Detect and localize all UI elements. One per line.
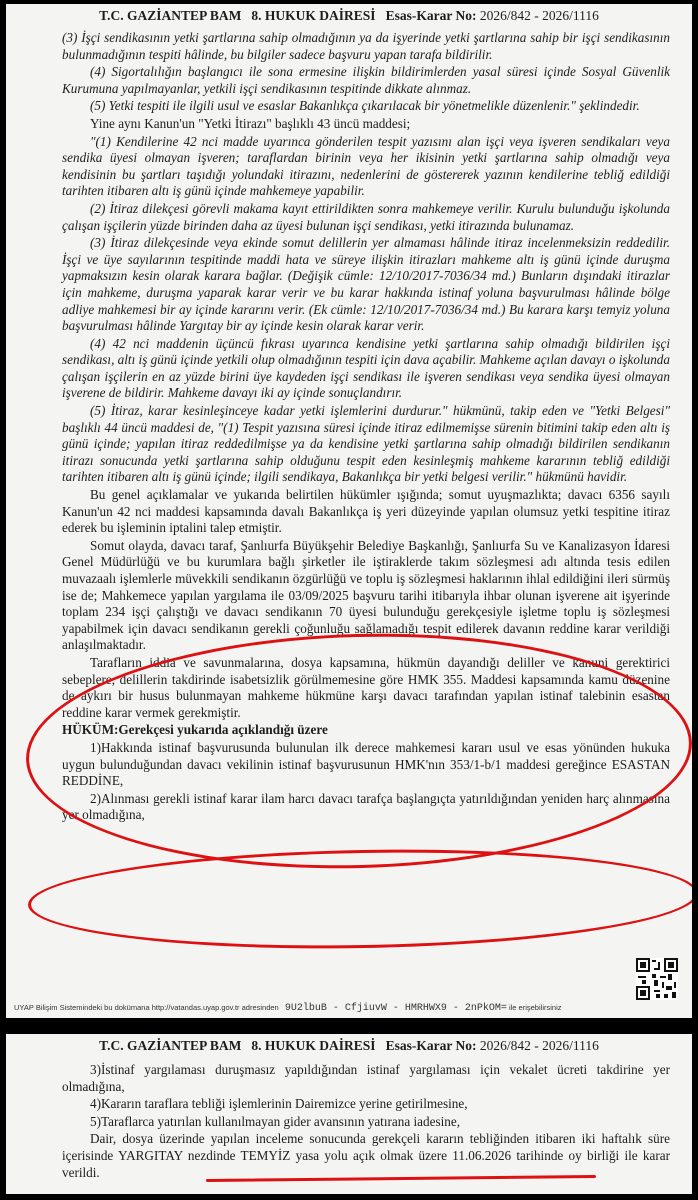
page1-paragraph: 1)Hakkında istinaf başvurusunda bulunulan ilk derece mahkemesi kararı usul ve esas yönünden hukuka uygun bulunduğundan davacı vekilinin istinaf başvurusunun HMK'nın 353/1-b/1 maddesi gereğince ESASTAN REDDİNE, <box>62 739 670 789</box>
page1-paragraph: 2)Alınması gerekli istinaf karar ilam harcı davacı tarafça başlangıçta yatırıldığından yeniden harç alınmasına yer olmadığına, <box>62 790 670 823</box>
page-2-body <box>62 1062 670 1182</box>
page1-paragraph: Somut olayda, davacı taraf, Şanlıurfa Büyükşehir Belediye Başkanlığı, Şanlıurfa Su ve Kanalizasyon İdaresi Genel Müdürlüğü ve bu kurumlara bağlı şirketler ile iştiraklerde takım sözleşmesi adı altında tesis edilen muvazaalı işlemlerle müvekkili sendikanın özgürlüğü ve toplu iş sözleşmesi haklarının ihlal edildiğini ileri sürmüş ise de; Mahkemece yapılan yargılama ile 03/09/2025 başvuru tarihi itibarıyla ihbar olunan işverene ait işyerinde toplam 234 işçi çalıştığı ve davacı sendikanın 70 üyesi bulunduğu gerekçesiyle işletme toplu iş sözleşmesi yapabilmek için davacı sendikanın gerekli çoğunluğu sağlamadığı tespit edilerek davanın reddine karar verildiği anlaşılmaktadır. <box>62 537 670 653</box>
page1-paragraph: (4) Sigortalılığın başlangıcı ile sona ermesine ilişkin bildirimlerden yasal süresi içinde Sosyal Güvenlik Kurumuna yapılmayanlar, yetkili işçi sendikasının tespitinde dikkate alınmaz. <box>62 64 670 96</box>
page-header <box>6 8 692 30</box>
page-1-body <box>62 30 670 825</box>
page1-paragraph: Tarafların iddia ve savunmalarına, dosya kapsamına, hükmün dayandığı deliller ve kanuni gerektirici sebeplere, delillerin takdirinde isabetsizlik görülmemesine göre HMK 355. Maddesi kapsamında kamu düzenine de aykırı bir husus bulunmayan mahkeme hükmüne karşı davacı tarafından yapılan istinaf talebinin esastan reddine karar vermek gerekmiştir. <box>62 654 670 720</box>
page2-paragraph: 5)Taraflarca yatırılan kullanılmayan gider avansının yatırana iadesine, <box>90 1113 460 1129</box>
court-name: T.C. GAZİANTEP BAM <box>99 8 242 23</box>
page1-paragraph: (3) İtiraz dilekçesinde veya ekinde somut delillerin yer almaması hâlinde itiraz incelenmeksizin reddedilir. İşçi ve üye sayılarının tespitinde maddi hata ve süreye ilişkin itirazları mahkeme altı iş günü içinde duruşma yapmaksızın kesin olarak karara bağlar. (Değişik cümle: 12/10/2017-7036/34 md.) Bunların dışındaki itirazlar için mahkeme, duruşma yaparak karar verir ve bu karar hakkında istinaf yoluna başvurulması hâlinde bölge adliye mahkemesi bir ay içinde kararını verir. (Ek cümle: 12/10/2017-7036/34 md.) Bu karara karşı temyiz yoluna başvurulması hâlinde Yargıtay bir ay içinde kesin olarak karar verir. <box>62 235 670 334</box>
page1-paragraph: Bu genel açıklamalar ve yukarıda belirtilen hükümler ışığında; somut uyuşmazlıkta; davacı 6356 sayılı Kanun'un 42 nci maddesi kapsamında davalı Bakanlıkça iş yeri düzeyinde yapılan olumsuz yetki tespitine itiraz ederek bu işleminin iptalini talep etmiştir. <box>62 487 670 536</box>
esas-label: Esas-Karar No: <box>385 8 477 23</box>
court-name: T.C. GAZİANTEP BAM <box>99 1038 242 1053</box>
page1-paragraph: HÜKÜM:Gerekçesi yukarıda açıklandığı üzere <box>62 722 328 738</box>
page1-paragraph: (2) İtiraz dilekçesi görevli makama kayıt ettirildikten sonra mahkemeye verilir. Kurulu bulunduğu işkolunda çalışan işçilerin yüzde birinden daha az üyesi bulunan işçi sendikası, yetki itirazında bulunamaz. <box>62 200 670 233</box>
page-header <box>6 1038 692 1060</box>
page1-paragraph: (5) Yetki tespiti ile ilgili usul ve esaslar Bakanlıkça çıkarılacak bir yönetmelikle düzenlenir." şeklindedir. <box>90 98 640 114</box>
chamber-name: 8. HUKUK DAİRESİ <box>251 8 376 23</box>
document-page-1 <box>6 4 692 1018</box>
page2-paragraph: 4)Kararın taraflara tebliği işlemlerinin Dairemizce yerine getirilmesine, <box>90 1096 468 1112</box>
footer-text: UYAP Bilişim Sistemindeki bu dokümana http://vatandas.uyap.gov.tr adresinden <box>14 1003 279 1012</box>
document-page-2 <box>6 1034 692 1194</box>
chamber-name: 8. HUKUK DAİRESİ <box>251 1038 376 1053</box>
page1-paragraph: (4) 42 nci maddenin üçüncü fıkrası uyarınca kendisine yetki şartlarına sahip olmadığı bildirilen işçi sendikası, altı iş günü içinde yetkili olup olmadığının tespiti için dava açabilir. Mahkeme açılan davayı o işkolunda çalışan işçilerin en az yüzde birini üye kaydeden işçi sendikası ile işveren sendikası veya sendika üyesi olmayan işverene de bildirir. Mahkeme davayı iki ay içinde sonuçlandırır. <box>62 335 670 401</box>
page1-paragraph: (5) İtiraz, karar kesinleşinceye kadar yetki işlemlerini durdurur." hükmünü, takip eden ve "Yetki Belgesi" başlıklı 44 üncü maddesi de, "(1) Tespit yazısına süresi içinde itiraz edilmemişse sürenin bitimini takip eden altı iş günü içinde; yapılan itiraz reddedilmişse ya da kendisine yetki şartlarına sahip olmadığı bildirilen sendikanın itirazı sonucunda yetki şartlarına sahip olduğunu tespit eden kesinleşmiş mahkeme kararının tebliğ edildiği tarihten itibaren altı iş günü içinde; ilgili sendikaya, Bakanlıkça bir yetki belgesi verilir." hükmünü havidir. <box>62 403 670 485</box>
footer-verification-code: 9U2lbuB - CfjiuvW - HMRHWX9 - 2nPkOM= <box>284 1003 507 1014</box>
uyap-footer <box>14 1003 622 1014</box>
esas-number: 2026/842 - 2026/1116 <box>479 8 599 23</box>
qr-code-icon <box>636 958 678 1000</box>
page1-paragraph: Yine aynı Kanun'un "Yetki İtirazı" başlıklı 43 üncü maddesi; <box>90 115 411 131</box>
page1-paragraph: (3) İşçi sendikasının yetki şartlarına sahip olmadığının ya da işyerinde yetki şartlarına sahip bir işçi sendikasının bulunmadığının tespiti hâlinde, bu bilgiler sadece başvuru yapan tarafa bildirilir. <box>62 30 670 62</box>
page1-paragraph: "(1) Kendilerine 42 nci madde uyarınca gönderilen tespit yazısını alan işçi veya işveren sendikaları veya sendika üyesi olmayan işveren; taraflardan birinin veya her ikisinin yetki şartlarına sahip olmadığı veya kendisinin bu şartları taşıdığı yolundaki itirazını, nedenlerini de göstererek yazının kendilerine tebliğ edildiği tarihten itibaren altı iş günü içinde mahkemeye yapabilir. <box>62 133 670 199</box>
footer-tail: ile erişebilirsiniz <box>508 1003 562 1012</box>
esas-number: 2026/842 - 2026/1116 <box>479 1038 599 1053</box>
red-circle-annotation-verdict <box>27 844 692 954</box>
esas-label: Esas-Karar No: <box>385 1038 477 1053</box>
page2-paragraph: 3)İstinaf yargılaması duruşmasız yapıldığından istinaf yargılaması için vekalet ücreti takdirine yer olmadığına, <box>62 1062 670 1094</box>
page2-paragraph: Dair, dosya üzerinde yapılan inceleme sonucunda gerekçeli kararın tebliğinden itibaren iki haftalık süre içerisinde YARGITAY nezdinde TEMYİZ yasa yolu açık olmak üzere 11.06.2026 tarihinde oy birliği ile karar verildi. <box>62 1131 670 1180</box>
